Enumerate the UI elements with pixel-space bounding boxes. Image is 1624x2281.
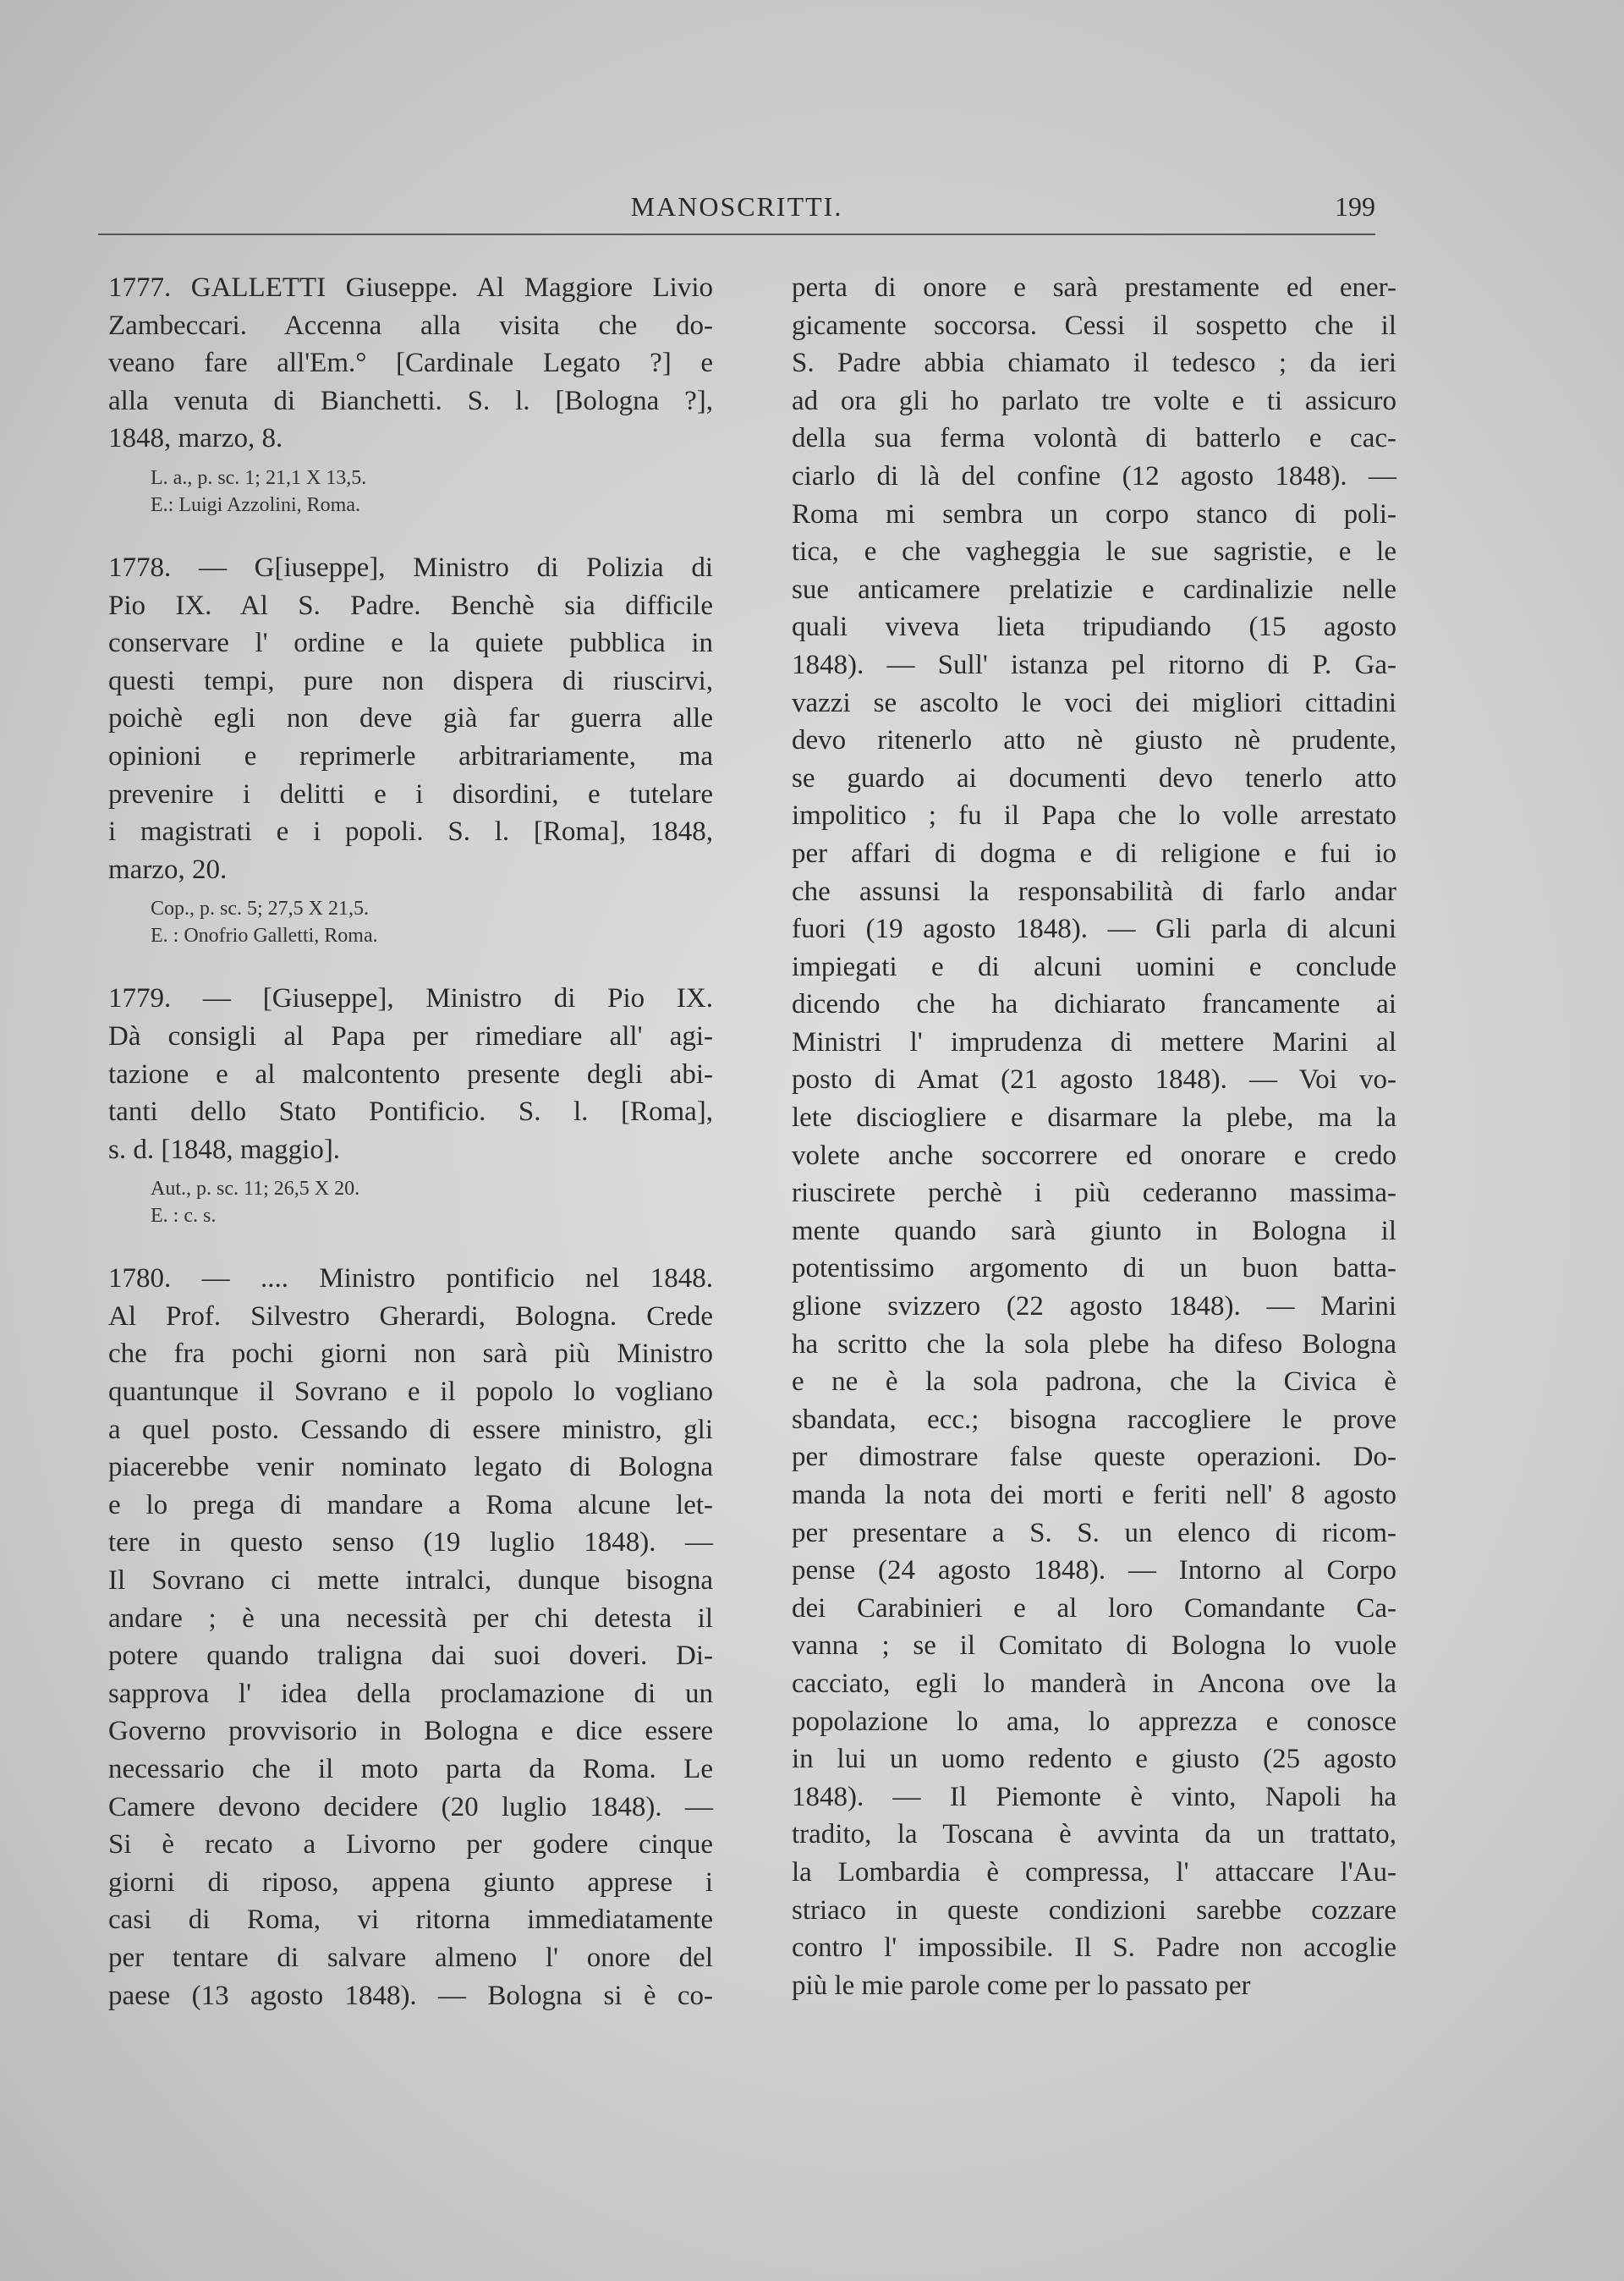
entry-line: andare ; è una necessità per chi detesta il (108, 1602, 713, 1634)
entry-gap (108, 958, 713, 980)
entry-line: per presentare a S. S. un elenco di ricom- (792, 1517, 1396, 1548)
entry-line: sbandata, ecc.; bisogna raccogliere le prove (792, 1404, 1396, 1435)
entry-line: glione svizzero (22 agosto 1848). — Marini (792, 1291, 1396, 1322)
entry-line: Roma mi sembra un corpo stanco di poli- (792, 498, 1396, 530)
entry-line: manda la nota dei morti e feriti nell' 8 agosto (792, 1480, 1396, 1510)
entry-line: Dà consigli al Papa per rimediare all' agi- (108, 1020, 713, 1052)
entry-line: contro l' impossibile. Il S. Padre non accoglie (792, 1932, 1396, 1964)
entry-line: 1778. — G[iuseppe], Ministro di Polizia di (108, 552, 713, 583)
entry-line: per affari di dogma e di religione e fui io (792, 838, 1396, 869)
entry-owner-note: E.: Luigi Azzolini, Roma. (151, 493, 360, 516)
entry-line: tradito, la Toscana è avvinta da un trattato, (792, 1819, 1396, 1850)
entry-line: piacerebbe venir nominato legato di Bologna (108, 1452, 713, 1483)
entry-line: cacciato, egli lo manderà in Ancona ove la (792, 1668, 1396, 1699)
entry-line: necessario che il moto parta da Roma. Le (108, 1754, 713, 1784)
catalog-entry-1780-continued (792, 269, 1396, 2004)
entry-gap (108, 527, 713, 549)
entry-line: Al Prof. Silvestro Gherardi, Bologna. Crede (108, 1300, 713, 1332)
entry-line: 1848, marzo, 8. (108, 423, 283, 454)
catalog-entry-1777 (108, 269, 713, 519)
entry-line: mente quando sarà giunto in Bologna il (792, 1215, 1396, 1246)
entry-line: posto di Amat (21 agosto 1848). — Voi vo- (792, 1064, 1396, 1096)
entry-line: lete disciogliere e disarmare la plebe, ma la (792, 1102, 1396, 1134)
entry-line: impiegati e di alcuni uomini e conclude (792, 951, 1396, 982)
entry-line: prevenire i delitti e i disordini, e tutelare (108, 778, 713, 810)
entry-line: per dimostrare false queste operazioni. Do- (792, 1442, 1396, 1473)
catalog-entry-1779 (108, 980, 713, 1229)
entry-line: S. Padre abbia chiamato il tedesco ; da ieri (792, 348, 1396, 379)
entry-gap (108, 1238, 713, 1260)
entry-line: striaco in queste condizioni sarebbe cozzare (792, 1894, 1396, 1926)
entry-line: ad ora gli ho parlato tre volte e ti assicuro (792, 385, 1396, 416)
entry-line: ciarlo di là del confine (12 agosto 1848). — (792, 460, 1396, 492)
entry-line: devo ritenerlo atto nè giusto nè prudente, (792, 725, 1396, 756)
entry-line: i magistrati e i popoli. S. l. [Roma], 1848, (108, 816, 713, 848)
entry-line: 1848). — Sull' istanza pel ritorno di P. Ga- (792, 649, 1396, 680)
entry-line: 1777. GALLETTI Giuseppe. Al Maggiore Livio (108, 272, 713, 303)
entry-line: potentissimo argomento di un buon batta- (792, 1253, 1396, 1284)
entry-line: 1848). — Il Piemonte è vinto, Napoli ha (792, 1781, 1396, 1812)
entry-line: che assunsi la responsabilità di farlo andar (792, 876, 1396, 907)
entry-line: 1780. — .... Ministro pontificio nel 1848. (108, 1263, 713, 1294)
entry-description-note: L. a., p. sc. 1; 21,1 X 13,5. (151, 466, 367, 489)
entry-line: Il Sovrano ci mette intralci, dunque bisogna (108, 1565, 713, 1597)
entry-line: la Lombardia è compressa, l' attaccare l'Au- (792, 1856, 1396, 1888)
entry-line: tere in questo senso (19 luglio 1848). — (108, 1527, 713, 1558)
entry-line: opinioni e reprimerle arbitrariamente, ma (108, 740, 713, 772)
entry-line: gicamente soccorsa. Cessi il sospetto che il (792, 310, 1396, 341)
entry-line: Pio IX. Al S. Padre. Benchè sia difficile (108, 590, 713, 621)
entry-line: quantunque il Sovrano e il popolo lo vogliano (108, 1377, 713, 1408)
entry-line: 1779. — [Giuseppe], Ministro di Pio IX. (108, 983, 713, 1014)
entry-owner-note: E. : c. s. (151, 1205, 217, 1228)
entry-line: dicendo che ha dichiarato francamente ai (792, 989, 1396, 1020)
entry-line: paese (13 agosto 1848). — Bologna si è co- (108, 1980, 713, 2011)
left-column (108, 269, 713, 2014)
entry-line: Ministri l' imprudenza di mettere Marini al (792, 1026, 1396, 1058)
entry-line: che fra pochi giorni non sarà più Ministro (108, 1338, 713, 1370)
entry-line: sue anticamere prelatizie e cardinalizie nelle (792, 574, 1396, 605)
entry-line: Si è recato a Livorno per godere cinque (108, 1829, 713, 1861)
entry-line: Camere devono decidere (20 luglio 1848). — (108, 1791, 713, 1822)
entry-line: per tentare di salvare almeno l' onore del (108, 1942, 713, 1973)
entry-line: pense (24 agosto 1848). — Intorno al Corpo (792, 1555, 1396, 1586)
entry-line: marzo, 20. (108, 854, 228, 885)
entry-line: più le mie parole come per lo passato per (792, 1970, 1251, 2001)
entry-line: Zambeccari. Accenna alla visita che do- (108, 310, 713, 341)
entry-line: poichè egli non deve già far guerra alle (108, 703, 713, 734)
entry-line: impolitico ; fu il Papa che lo volle arrestato (792, 800, 1396, 832)
entry-line: giorni di riposo, appena giunto apprese i (108, 1866, 713, 1898)
entry-line: e lo prega di mandare a Roma alcune let- (108, 1489, 713, 1520)
entry-line: tazione e al malcontento presente degli abi- (108, 1058, 713, 1090)
entry-line: vazzi se ascolto le voci dei migliori cittadini (792, 687, 1396, 718)
entry-line: perta di onore e sarà prestamente ed ener- (792, 272, 1396, 303)
running-title: MANOSCRITTI. (630, 191, 843, 222)
entry-line: questi tempi, pure non dispera di riuscirvi, (108, 665, 713, 696)
entry-line: fuori (19 agosto 1848). — Gli parla di alcuni (792, 914, 1396, 945)
entry-line: tica, e che vagheggia le sue sagristie, e le (792, 536, 1396, 568)
entry-line: ha scritto che la sola plebe ha difeso Bologna (792, 1328, 1396, 1360)
entry-line: quali viveva lieta tripudiando (15 agosto (792, 612, 1396, 643)
entry-line: in lui un uomo redento e giusto (25 agosto (792, 1744, 1396, 1775)
running-header (98, 186, 1375, 237)
entry-description-note: Cop., p. sc. 5; 27,5 X 21,5. (151, 898, 369, 921)
entry-line: e ne è la sola padrona, che la Civica è (792, 1366, 1396, 1398)
entry-line: a quel posto. Cessando di essere ministro, gli (108, 1414, 713, 1445)
entry-line: riuscirete perchè i più cederanno massima- (792, 1178, 1396, 1209)
entry-line: tanti dello Stato Pontificio. S. l. [Roma], (108, 1097, 713, 1128)
entry-line: sapprova l' idea della proclamazione di un (108, 1678, 713, 1709)
entry-owner-note: E. : Onofrio Galletti, Roma. (151, 925, 378, 948)
entry-line: dei Carabinieri e al loro Comandante Ca- (792, 1592, 1396, 1624)
entry-line: conservare l' ordine e la quiete pubblica in (108, 628, 713, 659)
catalog-entry-1778 (108, 549, 713, 949)
entry-line: volete anche soccorrere ed onorare e credo (792, 1140, 1396, 1171)
entry-line: se guardo ai documenti devo tenerlo atto (792, 762, 1396, 794)
entry-line: Governo provvisorio in Bologna e dice essere (108, 1716, 713, 1747)
page-number: 199 (1335, 191, 1375, 222)
right-column (792, 269, 1396, 2004)
header-rule (98, 234, 1375, 235)
entry-line: della sua ferma volontà di batterlo e cac- (792, 423, 1396, 454)
entry-line: potere quando traligna dai suoi doveri. Di- (108, 1641, 713, 1672)
entry-line: veano fare all'Em.° [Cardinale Legato ?] e (108, 348, 713, 379)
entry-line: vanna ; se il Comitato di Bologna lo vuole (792, 1630, 1396, 1662)
entry-description-note: Aut., p. sc. 11; 26,5 X 20. (151, 1178, 360, 1201)
entry-line: s. d. [1848, maggio]. (108, 1134, 341, 1165)
entry-line: alla venuta di Bianchetti. S. l. [Bologna ?], (108, 385, 713, 416)
catalog-entry-1780 (108, 1260, 713, 2014)
entry-line: popolazione lo ama, lo apprezza e conosce (792, 1706, 1396, 1737)
entry-line: casi di Roma, vi ritorna immediatamente (108, 1904, 713, 1936)
